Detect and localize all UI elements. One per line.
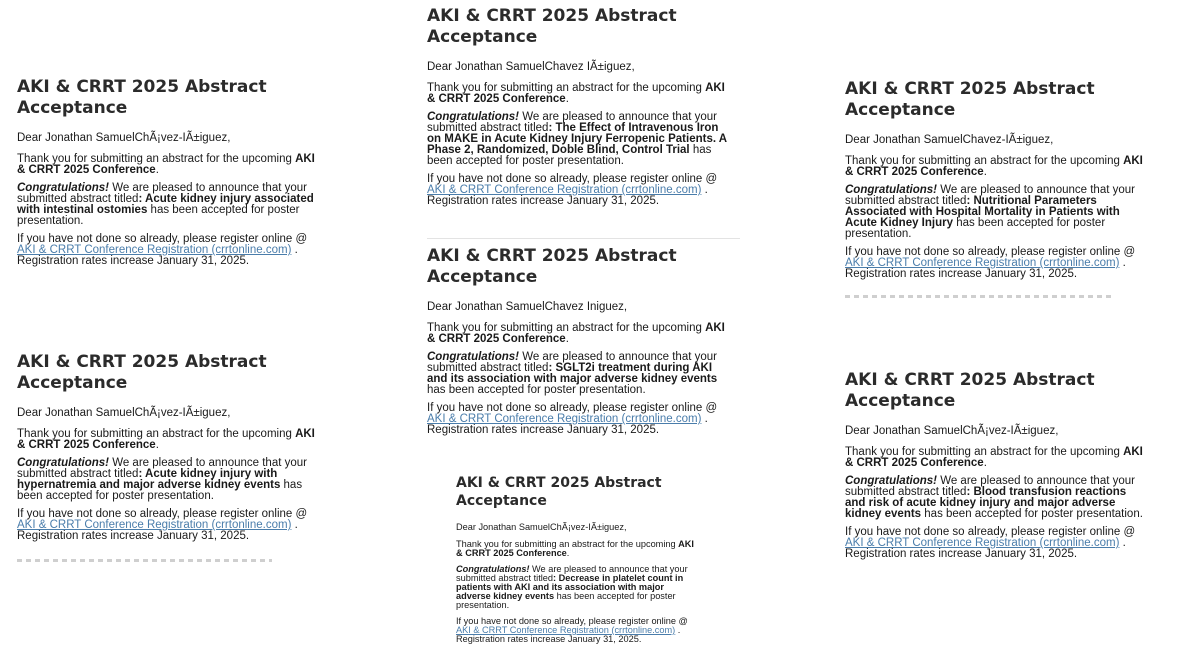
email-title: AKI & CRRT 2025 Abstract Acceptance	[456, 475, 662, 509]
email-announcement: Congratulations! We are pleased to announce that your submitted abstract titled: Decrease in platelet count in patients with AKI and its association with major adverse kidney events has been accepted for poster presentation.	[456, 563, 688, 611]
registration-link[interactable]: AKI & CRRT Conference Registration (crrtonline.com)	[845, 257, 1120, 269]
email-registration: If you have not done so already, please register online @ AKI & CRRT Conference Registration (crrtonline.com) . Registration rates increase January 31, 2025.	[427, 402, 718, 436]
abstract-title: : The Effect of Intravenous Iron on MAKE in Acute Kidney Injury Ferropenic Patients. A Phase 2, Randomized, Doble Blind, Control Trial	[427, 122, 727, 156]
abstract-title: : Decrease in platelet count in patients with AKI and its association with major adverse kidney events	[456, 572, 684, 602]
email-announcement: Congratulations! We are pleased to announce that your submitted abstract titled: SGLT2i treatment during AKI and its association with major adverse kidney events has been accepted for poster presentation.	[427, 351, 718, 396]
conference-name: AKI & CRRT 2025 Conference	[427, 322, 725, 345]
email-greeting: Dear Jonathan SamuelChÃ¡vez-IÃ±iguez,	[845, 425, 1059, 437]
congratulations-text: Congratulations!	[456, 563, 530, 574]
congratulations-text: Congratulations!	[427, 111, 519, 123]
email-title: AKI & CRRT 2025 Abstract Acceptance	[17, 352, 267, 393]
registration-link[interactable]: AKI & CRRT Conference Registration (crrtonline.com)	[427, 184, 702, 196]
email-title: AKI & CRRT 2025 Abstract Acceptance	[845, 370, 1095, 411]
email-announcement: Congratulations! We are pleased to announce that your submitted abstract titled: The Effect of Intravenous Iron on MAKE in Acute Kidney Injury Ferropenic Patients. A Phase 2, Randomized, Doble Blind, Control Trial has been accepted for poster presentation.	[427, 111, 727, 167]
email-registration: If you have not done so already, please register online @ AKI & CRRT Conference Registration (crrtonline.com) . Registration rates increase January 31, 2025.	[845, 526, 1136, 560]
email-intro: Thank you for submitting an abstract for the upcoming AKI & CRRT 2025 Conference.	[17, 428, 315, 451]
email-title: AKI & CRRT 2025 Abstract Acceptance	[427, 6, 677, 47]
conference-name: AKI & CRRT 2025 Conference	[17, 428, 315, 451]
abstract-title: : SGLT2i treatment during AKI and its association with major adverse kidney events	[427, 362, 718, 385]
email-announcement: Congratulations! We are pleased to announce that your submitted abstract titled: Acute kidney injury with hypernatremia and major adverse kidney events has been accepted for poster presentation.	[17, 457, 307, 502]
acceptance-email-card	[427, 246, 727, 443]
email-registration: If you have not done so already, please register online @ AKI & CRRT Conference Registration (crrtonline.com) . Registration rates increase January 31, 2025.	[845, 246, 1136, 280]
email-registration: If you have not done so already, please register online @ AKI & CRRT Conference Registration (crrtonline.com) . Registration rates increase January 31, 2025.	[17, 233, 308, 267]
email-intro: Thank you for submitting an abstract for the upcoming AKI & CRRT 2025 Conference.	[456, 539, 694, 559]
email-registration: If you have not done so already, please register online @ AKI & CRRT Conference Registration (crrtonline.com) . Registration rates increase January 31, 2025.	[427, 173, 718, 207]
abstract-title: : Acute kidney injury associated with intestinal ostomies	[17, 193, 314, 216]
email-intro: Thank you for submitting an abstract for the upcoming AKI & CRRT 2025 Conference.	[845, 446, 1143, 469]
congratulations-text: Congratulations!	[427, 351, 519, 363]
email-intro: Thank you for submitting an abstract for the upcoming AKI & CRRT 2025 Conference.	[427, 82, 725, 105]
registration-link[interactable]: AKI & CRRT Conference Registration (crrtonline.com)	[845, 537, 1120, 549]
email-announcement: Congratulations! We are pleased to announce that your submitted abstract titled: Acute kidney injury associated with intestinal ostomies has been accepted for poster presentation.	[17, 182, 314, 227]
acceptance-email-card	[845, 79, 1145, 287]
email-intro: Thank you for submitting an abstract for the upcoming AKI & CRRT 2025 Conference.	[427, 322, 725, 345]
congratulations-text: Congratulations!	[17, 182, 109, 194]
acceptance-email-card	[456, 474, 696, 650]
email-title: AKI & CRRT 2025 Abstract Acceptance	[845, 79, 1095, 120]
acceptance-email-card	[17, 77, 317, 274]
registration-link[interactable]: AKI & CRRT Conference Registration (crrtonline.com)	[456, 624, 676, 635]
email-intro: Thank you for submitting an abstract for the upcoming AKI & CRRT 2025 Conference.	[845, 155, 1143, 178]
abstract-title: : Nutritional Parameters Associated with Hospital Mortality in Patients with Acute Kidney Injury	[845, 195, 1120, 229]
email-greeting: Dear Jonathan SamuelChÃ¡vez-IÃ±iguez,	[456, 522, 627, 532]
conference-name: AKI & CRRT 2025 Conference	[456, 539, 694, 559]
abstract-title: : Blood transfusion reactions and risk of acute kidney injury and major adverse kidney events	[845, 486, 1127, 520]
conference-name: AKI & CRRT 2025 Conference	[845, 446, 1143, 469]
email-title: AKI & CRRT 2025 Abstract Acceptance	[427, 246, 677, 287]
email-announcement: Congratulations! We are pleased to announce that your submitted abstract titled: Blood transfusion reactions and risk of acute kidney injury and major adverse kidney events has been accepted for poster presentation.	[845, 475, 1143, 520]
email-announcement: Congratulations! We are pleased to announce that your submitted abstract titled: Nutritional Parameters Associated with Hospital Mortality in Patients with Acute Kidney Injury has been accepted for poster presentation.	[845, 184, 1135, 240]
conference-name: AKI & CRRT 2025 Conference	[17, 153, 315, 176]
abstract-title: : Acute kidney injury with hypernatremia and major adverse kidney events	[17, 468, 281, 491]
email-greeting: Dear Jonathan SamuelChavez Iniguez,	[427, 301, 628, 313]
email-registration: If you have not done so already, please register online @ AKI & CRRT Conference Registration (crrtonline.com) . Registration rates increase January 31, 2025.	[17, 508, 308, 542]
section-divider	[427, 238, 740, 239]
acceptance-email-card	[427, 6, 727, 214]
email-greeting: Dear Jonathan SamuelChavez IÃ±iguez,	[427, 61, 635, 73]
congratulations-text: Congratulations!	[845, 475, 937, 487]
email-intro: Thank you for submitting an abstract for the upcoming AKI & CRRT 2025 Conference.	[17, 153, 315, 176]
conference-name: AKI & CRRT 2025 Conference	[845, 155, 1143, 178]
email-greeting: Dear Jonathan SamuelChÃ¡vez-IÃ±iguez,	[17, 407, 231, 419]
congratulations-text: Congratulations!	[17, 457, 109, 469]
congratulations-text: Congratulations!	[845, 184, 937, 196]
acceptance-email-card	[17, 352, 317, 549]
registration-link[interactable]: AKI & CRRT Conference Registration (crrtonline.com)	[427, 413, 702, 425]
email-registration: If you have not done so already, please register online @ AKI & CRRT Conference Registration (crrtonline.com) . Registration rates increase January 31, 2025.	[456, 615, 688, 645]
email-greeting: Dear Jonathan SamuelChÃ¡vez-IÃ±iguez,	[17, 132, 231, 144]
cropped-text-remnant	[845, 295, 1115, 298]
registration-link[interactable]: AKI & CRRT Conference Registration (crrtonline.com)	[17, 519, 292, 531]
registration-link[interactable]: AKI & CRRT Conference Registration (crrtonline.com)	[17, 244, 292, 256]
email-title: AKI & CRRT 2025 Abstract Acceptance	[17, 77, 267, 118]
conference-name: AKI & CRRT 2025 Conference	[427, 82, 725, 105]
acceptance-email-card	[845, 370, 1145, 567]
cropped-text-remnant	[17, 559, 272, 562]
email-greeting: Dear Jonathan SamuelChavez-IÃ±iguez,	[845, 134, 1054, 146]
